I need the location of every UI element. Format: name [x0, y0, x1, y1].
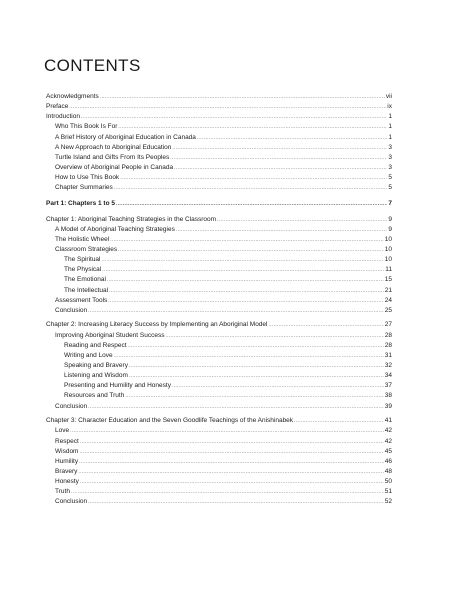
toc-entry-page: 42 [384, 437, 392, 445]
dot-leader [172, 381, 384, 391]
toc-entry-label: Honesty [55, 478, 79, 486]
dot-leader [129, 371, 384, 381]
toc-entry[interactable] [46, 265, 392, 275]
toc-entry[interactable] [46, 497, 392, 507]
toc-entry[interactable] [46, 255, 392, 265]
toc-entry-page: vii [385, 93, 392, 100]
dot-leader [79, 457, 384, 467]
dot-leader [88, 402, 384, 412]
toc-entry-page: 41 [384, 417, 392, 425]
toc-entry[interactable] [46, 426, 392, 436]
toc-entry-label: Love [55, 427, 70, 435]
front-matter-section [46, 92, 392, 193]
toc-entry-page: 38 [384, 392, 392, 400]
toc-entry-label: Overview of Aboriginal People in Canada [55, 163, 174, 171]
toc-entry-label: The Intellectual [64, 286, 109, 294]
toc-entry-page: 10 [384, 256, 392, 264]
dot-leader [88, 497, 384, 507]
page-title: CONTENTS [44, 56, 141, 75]
toc-entry-label: Presenting and Humility and Honesty [64, 382, 171, 390]
dot-leader [197, 133, 387, 143]
toc-entry-label: Introduction [46, 113, 80, 121]
toc-entry[interactable] [46, 457, 392, 467]
toc-entry-label: The Physical [64, 266, 102, 274]
dot-leader [129, 361, 384, 371]
dot-leader [69, 102, 386, 112]
dot-leader [125, 391, 383, 401]
toc-entry-page: 46 [384, 457, 392, 465]
toc-entry-page: 32 [384, 362, 392, 370]
toc-entry-page: 11 [385, 266, 392, 274]
dot-leader [107, 275, 384, 285]
toc-entry[interactable] [46, 467, 392, 477]
toc-entry-page: 25 [384, 306, 392, 314]
dot-leader [118, 245, 384, 255]
toc-entry-page: 39 [384, 402, 392, 410]
toc-entry[interactable] [46, 215, 392, 225]
toc-entry-label: Chapter Summaries [55, 184, 113, 192]
toc-entry[interactable] [46, 306, 392, 316]
dot-leader [294, 416, 384, 426]
toc-entry[interactable] [46, 102, 392, 112]
table-of-contents [46, 92, 392, 507]
toc-entry-page: 9 [388, 225, 392, 233]
toc-entry[interactable] [46, 92, 392, 102]
toc-entry-label: Acknowledgments [46, 93, 99, 100]
toc-entry-page: 3 [388, 143, 392, 151]
toc-entry-page: 3 [388, 163, 392, 171]
toc-entry-label: Preface [46, 103, 69, 111]
dot-leader [109, 286, 384, 296]
toc-entry[interactable] [46, 320, 392, 330]
toc-entry-page: 15 [384, 276, 392, 284]
toc-entry-label: The Holistic Wheel [55, 235, 110, 243]
toc-entry-page: 24 [384, 296, 392, 304]
toc-entry-page: 5 [388, 184, 392, 192]
toc-entry[interactable] [46, 477, 392, 487]
toc-entry-label: Truth [55, 488, 70, 496]
toc-entry-label: Conclusion [55, 402, 88, 410]
toc-entry-label: How to Use This Book [55, 174, 120, 182]
toc-entry-page: 34 [384, 372, 392, 380]
toc-entry-label: Chapter 1: Aboriginal Teaching Strategies in the Classroom [46, 215, 217, 223]
toc-entry[interactable] [46, 371, 392, 381]
toc-entry-label: Bravery [55, 467, 78, 475]
dot-leader [81, 112, 387, 122]
toc-entry[interactable] [46, 402, 392, 412]
dot-leader [108, 296, 384, 306]
dot-leader [71, 487, 384, 497]
toc-entry-page: 48 [384, 467, 392, 475]
toc-entry-label: Conclusion [55, 306, 88, 314]
toc-entry[interactable] [46, 183, 392, 193]
toc-entry[interactable] [46, 341, 392, 351]
toc-entry[interactable] [46, 351, 392, 361]
toc-entry-page: 28 [384, 341, 392, 349]
toc-entry-label: Part 1: Chapters 1 to 5 [46, 199, 115, 207]
toc-entry-label: Who This Book Is For [55, 123, 118, 131]
toc-entry-page: ix [387, 103, 392, 111]
dot-leader [174, 163, 387, 173]
toc-entry[interactable] [46, 122, 392, 132]
toc-entry[interactable] [46, 225, 392, 235]
toc-entry[interactable] [46, 296, 392, 306]
toc-entry[interactable] [46, 153, 392, 163]
toc-entry-label: Listening and Wisdom [64, 372, 128, 380]
toc-entry-page: 7 [388, 199, 392, 207]
dot-leader [80, 477, 384, 487]
toc-entry-page: 10 [384, 235, 392, 243]
dot-leader [268, 320, 383, 330]
toc-entry[interactable] [46, 361, 392, 371]
dot-leader [120, 173, 387, 183]
dot-leader [110, 235, 384, 245]
toc-entry[interactable] [46, 133, 392, 143]
toc-entry[interactable] [46, 112, 392, 122]
dot-leader [88, 306, 384, 316]
chapter-1-section [46, 215, 392, 316]
dot-leader [170, 153, 387, 163]
toc-entry-label: Conclusion [55, 498, 88, 506]
toc-entry-label: The Spiritual [64, 256, 101, 264]
dot-leader [172, 143, 387, 153]
toc-entry-page: 10 [384, 245, 392, 253]
dot-leader [79, 447, 383, 457]
toc-entry[interactable] [46, 286, 392, 296]
toc-entry[interactable] [46, 163, 392, 173]
toc-entry[interactable] [46, 245, 392, 255]
toc-entry[interactable] [46, 416, 392, 426]
dot-leader [165, 331, 383, 341]
dot-leader [114, 183, 388, 193]
toc-entry-page: 27 [384, 321, 392, 329]
toc-entry-page: 31 [384, 351, 392, 359]
toc-entry[interactable] [46, 487, 392, 497]
chapter-3-section [46, 416, 392, 507]
toc-part-entry[interactable] [46, 199, 392, 209]
toc-entry[interactable] [46, 235, 392, 245]
dot-leader [118, 122, 387, 132]
toc-entry-page: 1 [388, 133, 392, 141]
toc-entry-page: 1 [388, 113, 392, 121]
toc-entry[interactable] [46, 331, 392, 341]
dot-leader [78, 467, 383, 477]
dot-leader [102, 255, 384, 265]
toc-entry[interactable] [46, 447, 392, 457]
dot-leader [217, 215, 387, 225]
toc-entry[interactable] [46, 437, 392, 447]
toc-entry-label: Reading and Respect [64, 341, 127, 349]
toc-entry-page: 42 [384, 427, 392, 435]
toc-entry-label: Improving Aboriginal Student Success [55, 331, 165, 339]
toc-entry[interactable] [46, 275, 392, 285]
toc-entry-label: Writing and Love [64, 351, 113, 359]
toc-entry-label: A Model of Aboriginal Teaching Strategies [55, 225, 175, 233]
toc-entry[interactable] [46, 391, 392, 401]
dot-leader [114, 351, 384, 361]
toc-entry[interactable] [46, 143, 392, 153]
chapter-2-section [46, 320, 392, 411]
toc-entry-label: The Emotional [64, 276, 106, 284]
toc-entry-label: Turtle Island and Gifts From Its Peoples [55, 153, 170, 161]
toc-entry-label: A New Approach to Aboriginal Education [55, 143, 172, 151]
toc-entry-page: 50 [384, 478, 392, 486]
dot-leader [128, 341, 384, 351]
toc-entry-page: 3 [388, 153, 392, 161]
toc-entry-page: 28 [384, 331, 392, 339]
toc-entry-label: Chapter 2: Increasing Literacy Success by Implementing an Aboriginal Model [46, 321, 268, 329]
toc-entry[interactable] [46, 173, 392, 183]
toc-entry-page: 5 [388, 174, 392, 182]
toc-entry-label: A Brief History of Aboriginal Education in Canada [55, 133, 196, 141]
toc-entry-label: Humility [55, 457, 79, 465]
dot-leader [116, 199, 387, 209]
toc-entry-page: 37 [384, 382, 392, 390]
toc-entry-page: 52 [384, 498, 392, 506]
toc-entry[interactable] [46, 381, 392, 391]
toc-entry-label: Assessment Tools [55, 296, 108, 304]
dot-leader [80, 437, 384, 447]
toc-entry-label: Classroom Strategies [55, 245, 118, 253]
toc-entry-label: Resources and Truth [64, 392, 125, 400]
dot-leader [100, 92, 385, 102]
dot-leader [70, 426, 384, 436]
dot-leader [176, 225, 388, 235]
toc-entry-page: 45 [384, 447, 392, 455]
toc-entry-page: 21 [384, 286, 392, 294]
toc-entry-label: Wisdom [55, 447, 79, 455]
dot-leader [102, 265, 384, 275]
toc-entry-page: 9 [388, 215, 392, 223]
toc-entry-label: Speaking and Bravery [64, 362, 128, 370]
toc-entry-page: 51 [384, 488, 392, 496]
toc-entry-label: Respect [55, 437, 79, 445]
toc-entry-page: 1 [388, 123, 392, 131]
toc-entry-label: Chapter 3: Character Education and the Seven Goodlife Teachings of the Anishinabek [46, 417, 294, 425]
